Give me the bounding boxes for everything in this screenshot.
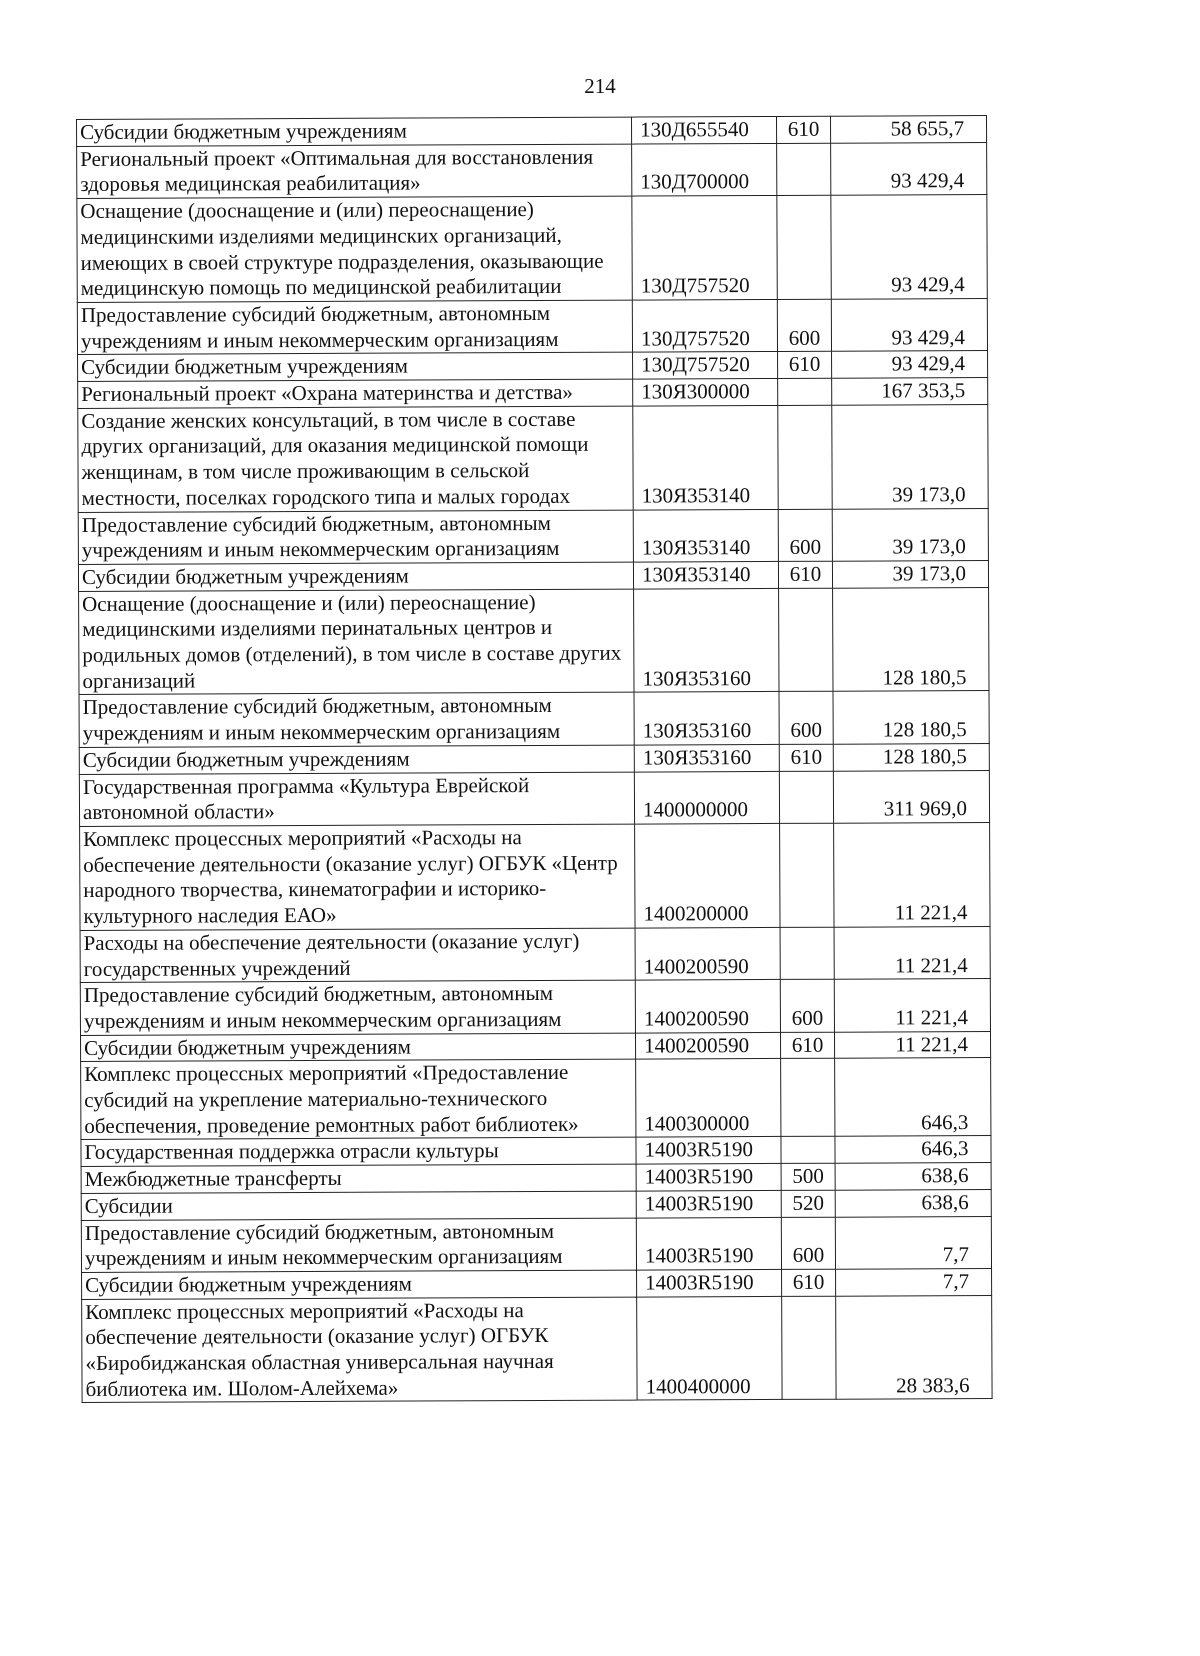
row-expense-type	[780, 823, 834, 927]
row-code: 14003R5190	[637, 1269, 782, 1296]
row-name: Предоставление субсидий бюджетным, автономным учреждениям и иным некоммерческим организациям	[78, 510, 633, 565]
table-row	[77, 298, 987, 354]
row-amount: 58 655,7	[830, 116, 986, 143]
row-name: Расходы на обеспечение деятельности (оказание услуг) государственных учреждений	[80, 928, 635, 983]
row-name: Предоставление субсидий бюджетным, автономным учреждениям и иным некоммерческим организациям	[81, 1218, 636, 1273]
row-name: Субсидии бюджетным учреждениям	[77, 117, 632, 146]
row-amount: 128 180,5	[833, 743, 989, 770]
table-row	[82, 1295, 992, 1403]
row-amount: 39 173,0	[832, 560, 988, 587]
row-code: 14003R5190	[636, 1217, 781, 1270]
row-code: 14003R5190	[636, 1137, 781, 1164]
row-expense-type	[780, 927, 834, 980]
row-code: 1400300000	[636, 1059, 781, 1138]
row-code: 130Я353160	[634, 588, 779, 692]
table-row	[80, 1031, 990, 1062]
row-amount: 93 429,4	[832, 351, 988, 378]
table-row	[81, 1216, 991, 1272]
row-name: Региональный проект «Охрана материнства и детства»	[78, 379, 633, 408]
row-name: Оснащение (дооснащение и (или) переоснащение) медицинскими изделиями перинатальных центров и родильных домов (отделений), в том числе в составе других организаций	[79, 589, 634, 695]
row-code: 130Д757520	[633, 352, 778, 379]
row-name: Комплекс процессных мероприятий «Расходы на обеспечение деятельности (оказание услуг) ОГБУК «Биробиджанская областная универсальная научная библиотека им. Шолом-Алейхема»	[82, 1297, 637, 1403]
table-row	[81, 1058, 991, 1140]
row-name: Комплекс процессных мероприятий «Расходы на обеспечение деятельности (оказание услуг) ОГБУК «Центр народного творчества, кинематографии и историко-культурного наследия ЕАО»	[80, 824, 635, 930]
row-name: Государственная программа «Культура Еврейской автономной области»	[79, 772, 634, 827]
row-expense-type	[779, 588, 833, 692]
row-amount: 39 173,0	[832, 508, 988, 561]
table-row	[80, 926, 990, 982]
row-amount: 93 429,4	[831, 298, 987, 351]
row-amount: 646,3	[835, 1058, 991, 1137]
row-code: 130Д655540	[631, 116, 776, 143]
row-amount: 7,7	[836, 1268, 992, 1295]
row-expense-type: 610	[778, 352, 832, 379]
table-row	[82, 1268, 992, 1299]
row-name: Государственная поддержка отрасли культуры	[81, 1137, 636, 1166]
row-amount: 128 180,5	[833, 587, 989, 691]
row-amount: 11 221,4	[834, 1031, 990, 1058]
row-expense-type	[781, 1059, 835, 1137]
row-expense-type: 600	[781, 1217, 835, 1270]
row-code: 130Я353160	[634, 692, 779, 745]
row-code: 130Д757520	[632, 299, 777, 352]
row-expense-type: 610	[776, 116, 830, 143]
row-amount: 11 221,4	[834, 823, 990, 927]
row-name: Комплекс процессных мероприятий «Предоставление субсидий на укрепление материально-технического обеспечения, проведение ремонтных работ библиотек»	[81, 1059, 636, 1140]
table-row	[79, 770, 989, 826]
row-expense-type: 600	[777, 299, 831, 352]
row-expense-type: 500	[781, 1163, 835, 1190]
table-row	[79, 587, 989, 695]
row-amount: 167 353,5	[832, 378, 988, 405]
row-name: Создание женских консультаций, в том числе в составе других организаций, для оказания медицинской помощи женщинам, в том числе проживающим в сельской местности, поселках городского типа и малых городах	[78, 406, 633, 512]
row-code: 130Я353140	[633, 509, 778, 562]
row-code: 130Я353140	[633, 561, 778, 588]
row-name: Субсидии бюджетным учреждениям	[78, 562, 633, 591]
row-code: 14003R5190	[636, 1190, 781, 1217]
table-row	[79, 743, 989, 774]
row-expense-type: 610	[779, 744, 833, 771]
row-name: Региональный проект «Оптимальная для восстановления здоровья медицинская реабилитация»	[77, 144, 632, 199]
row-code: 130Я353160	[634, 744, 779, 771]
row-expense-type: 600	[780, 979, 834, 1032]
row-code: 130Я353140	[633, 405, 778, 509]
row-name: Предоставление субсидий бюджетным, автономным учреждениям и иным некоммерческим организациям	[79, 693, 634, 748]
row-code: 14003R5190	[636, 1164, 781, 1191]
row-expense-type: 600	[778, 509, 832, 562]
row-expense-type: 600	[779, 692, 833, 745]
row-name: Субсидии бюджетным учреждениям	[80, 1033, 635, 1062]
table-row	[78, 560, 988, 591]
row-name: Предоставление субсидий бюджетным, автономным учреждениям и иным некоммерческим организациям	[77, 300, 632, 355]
row-code: 1400200590	[635, 980, 780, 1033]
row-amount: 93 429,4	[831, 195, 987, 299]
row-code: 1400400000	[637, 1296, 782, 1400]
row-code: 1400200590	[635, 927, 780, 980]
row-amount: 638,6	[835, 1189, 991, 1216]
table-row	[80, 979, 990, 1035]
row-code: 1400200000	[635, 823, 780, 927]
table-row	[80, 823, 990, 931]
row-code: 1400200590	[635, 1032, 780, 1059]
row-expense-type	[777, 195, 831, 299]
table-row	[78, 351, 988, 382]
row-expense-type	[781, 1137, 835, 1164]
table-row	[81, 1136, 991, 1167]
table-row	[77, 116, 987, 147]
table-row	[79, 691, 989, 747]
row-name: Субсидии бюджетным учреждениям	[82, 1270, 637, 1299]
row-expense-type	[779, 771, 833, 824]
page-number: 214	[584, 74, 616, 98]
row-code: 1400000000	[634, 771, 779, 824]
table-row	[77, 195, 987, 303]
row-amount: 28 383,6	[836, 1295, 992, 1399]
row-expense-type	[778, 405, 832, 509]
row-amount: 638,6	[835, 1163, 991, 1190]
row-name: Оснащение (дооснащение и (или) переоснащение) медицинскими изделиями медицинских организаций, имеющих в своей структуре подразделения, оказывающие медицинскую помощь по медицинской реабилитации	[77, 196, 632, 302]
row-expense-type	[782, 1296, 836, 1400]
row-amount: 11 221,4	[834, 979, 990, 1032]
table-row	[77, 142, 987, 198]
table-row	[81, 1163, 991, 1194]
row-code: 130Д700000	[632, 143, 777, 196]
table-row	[78, 508, 988, 564]
table-row	[78, 378, 988, 409]
row-expense-type	[777, 143, 831, 196]
row-amount: 93 429,4	[831, 142, 987, 195]
row-amount: 311 969,0	[833, 770, 989, 823]
row-name: Субсидии	[81, 1191, 636, 1220]
row-expense-type	[778, 378, 832, 405]
budget-table	[76, 115, 993, 1403]
row-expense-type: 610	[778, 561, 832, 588]
row-code: 130Д757520	[632, 196, 777, 300]
row-amount: 39 173,0	[832, 404, 988, 508]
table-body	[77, 116, 993, 1403]
row-name: Предоставление субсидий бюджетным, автономным учреждениям и иным некоммерческим организациям	[80, 980, 635, 1035]
table-row	[81, 1189, 991, 1220]
row-expense-type: 610	[780, 1032, 834, 1059]
row-code: 130Я300000	[633, 378, 778, 405]
row-expense-type: 610	[782, 1269, 836, 1296]
row-expense-type: 520	[781, 1190, 835, 1217]
table-row	[78, 404, 988, 512]
row-amount: 128 180,5	[833, 691, 989, 744]
row-name: Межбюджетные трансферты	[81, 1164, 636, 1193]
row-name: Субсидии бюджетным учреждениям	[79, 745, 634, 774]
row-name: Субсидии бюджетным учреждениям	[78, 352, 633, 381]
row-amount: 11 221,4	[834, 926, 990, 979]
row-amount: 646,3	[835, 1136, 991, 1163]
row-amount: 7,7	[835, 1216, 991, 1269]
